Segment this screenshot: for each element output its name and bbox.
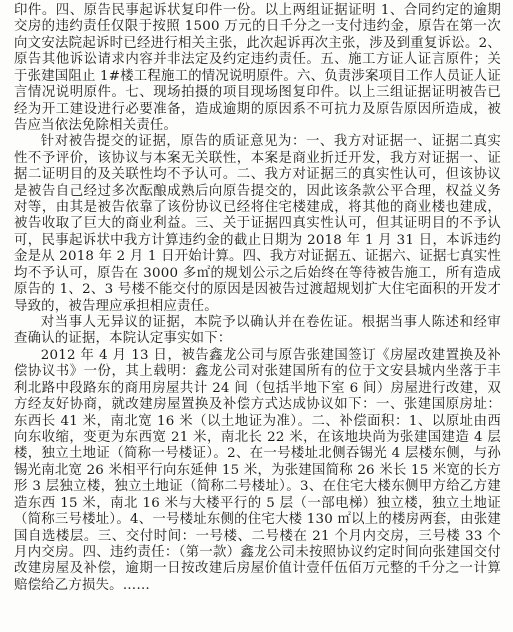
paragraph-court-confirmation: 对当事人无异议的证据，本院予以确认并在卷佐证。根据当事人陈述和经审查确认的证据，本院认定事实如下： <box>14 315 501 347</box>
paragraph-cross-examination: 针对被告提交的证据，原告的质证意见为：一、我方对证据一、证据二真实性不予评价，该协议与本案无关联性，本案是商业折迁开发，我方对证据一、证据二证明目的及关联性均不予认可。二、我方对证据三的真实性认可，但该协议是被告自己经过多次酝酿成熟后向原告提交的，因此该条款公平合理，权益义务对等，由其是被告依靠了该份协议已经将住宅楼建成，将其他的商业楼也建成，被告收取了巨大的商业利益。三、关于证据四真实性认可，但其证明目的不予认可，民事起诉状中我方计算违约金的截止日期为 2018 年 1 月 31 日，本诉违约金是从 2018 年 2 月 1 日开始计算。四、我方对证据五、证据六、证据七真实性均不予认可，原告在 3000 多㎡的规划公示之后始终在等待被告施工，所有造成原告的 1、2、3 号楼不能交付的原因是因被告过渡超规划扩大住宅面积的开发才导致的，被告理应承担相应责任。 <box>14 134 501 314</box>
paragraph-evidence-list: 印件。四、原告民事起诉状复印件一份。以上两组证据证明 1、合同约定的逾期交房的违约责任仅限于按照 1500 万元的日千分之一支付违约金，原告在第一次向文安法院起诉时已经进行相关主张，此次起诉再次主张，涉及到重复诉讼。2、原告其他诉讼请求内容并非法定及约定违约责任。五、施工方证人证言原件；关于张建国阻止 1#楼工程施工的情况说明原件。六、负责涉案项目工作人员证人证言情况说明原件。七、现场拍摄的项目现场图复印件。以上三组证据证明被告已经为开工建设进行必要准备，造成逾期的原因系不可抗力及原告原因所造成，被告应当依法免除相关责任。 <box>14 3 501 133</box>
paragraph-facts-found: 2012 年 4 月 13 日，被告鑫龙公司与原告张建国签订《房屋改建置换及补偿协议书》一份，其上载明：鑫龙公司对张建国所有的位于文安县城内坐落于丰利北路中段路东的商用房屋共计 24 间（包括半地下室 6 间）房屋进行改建，双方经友好协商，就改建房屋置换及补偿方式达成协议如下：一、张建国原房址：东西长 41 米，南北宽 16 米（以土地证为准）。二、补偿面积：1、以原址由西向东收缩，变更为东西宽 21 米，南北长 22 米，在该地块尚为张建国建造 4 层楼，独立土地证（简称一号楼证）。2、在一号楼址北侧吞锡光 4 层楼东侧，与孙锡光南北宽 26 米相平行向东延伸 15 米，为张建国简称 26 米长 15 米宽的长方形 3 层独立楼，独立土地证（简称二号楼址）。3、在住宅大楼东侧甲方给乙方建造东西 15 米，南北 16 米与大楼平行的 5 层（一部电梯）独立楼，独立土地证（简称三号楼址）。4、一号楼址东侧的住宅大楼 130 ㎡以上的楼房两套，由张建国自选楼层。三、交付时间：一号楼、二号楼在 21 个月内交房，三号楼 33 个月内交房。四、违约责任：（第一款）鑫龙公司未按照协议约定时间向张建国交付改建房屋及补偿，逾期一日按改建后房屋价值计壹仟伍佰万元整的千分之一计算赔偿给乙方损失。…… <box>14 347 501 593</box>
